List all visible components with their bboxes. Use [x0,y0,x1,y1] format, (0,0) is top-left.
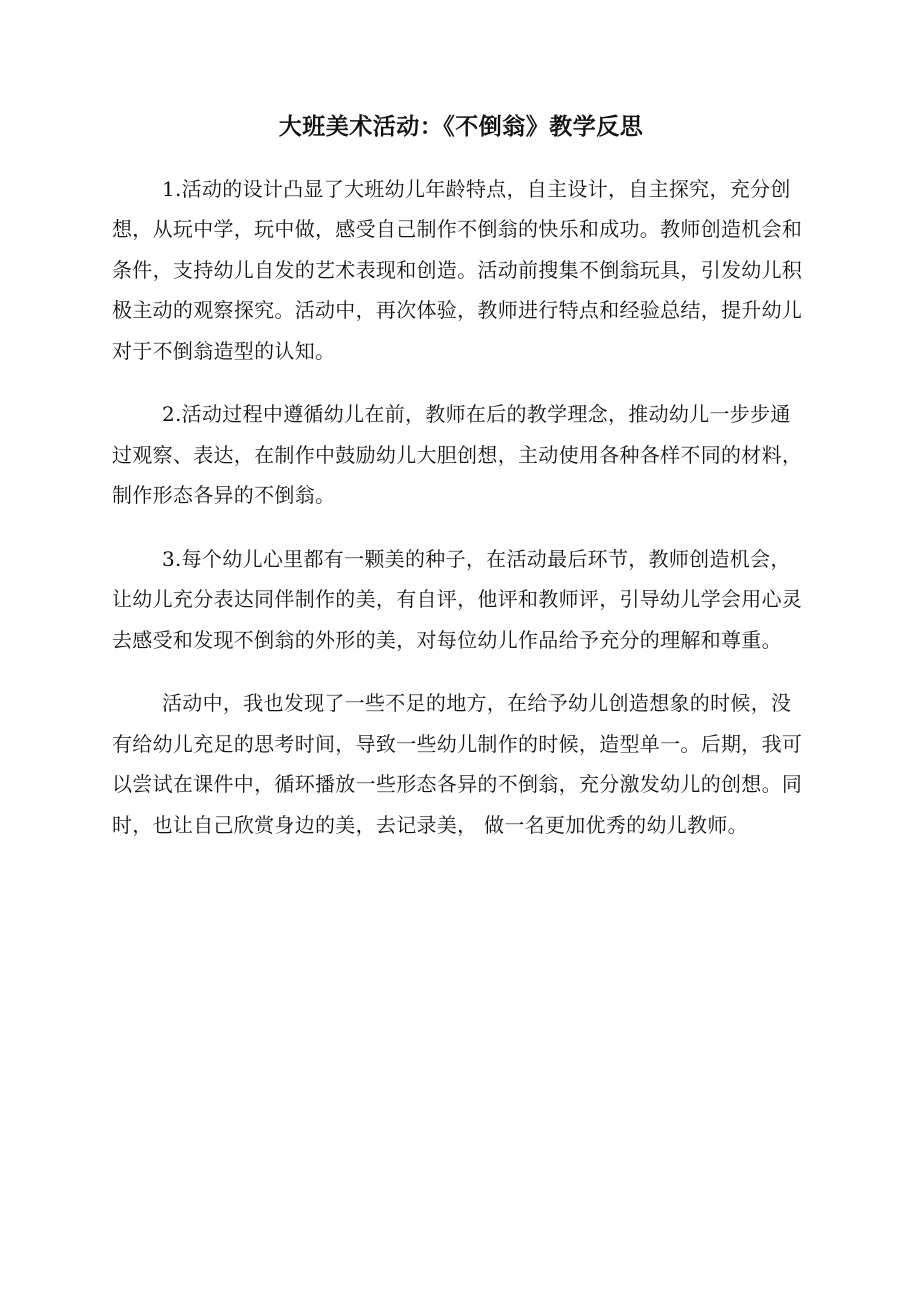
paragraph-4: 活动中，我也发现了一些不足的地方，在给予幼儿创造想象的时候，没有给幼儿充足的思考时间，导致一些幼儿制作的时候，造型单一。后期，我可以尝试在课件中，循环播放一些形态各异的不倒翁，充分激发幼儿的创想。同时，也让自己欣赏身边的美，去记录美， 做一名更加优秀的幼儿教师。 [112,691,803,837]
paragraph-1: 1.活动的设计凸显了大班幼儿年龄特点，自主设计，自主探究，充分创想，从玩中学，玩中做，感受自己制作不倒翁的快乐和成功。教师创造机会和条件，支持幼儿自发的艺术表现和创造。活动前搜集不倒翁玩具，引发幼儿积极主动的观察探究。活动中，再次体验，教师进行特点和经验总结，提升幼儿对于不倒翁造型的认知。 [112,176,803,363]
document-title: 大班美术活动：《不倒翁》教学反思 [278,113,644,140]
paragraph-3: 3.每个幼儿心里都有一颗美的种子，在活动最后环节，教师创造机会，让幼儿充分表达同伴制作的美，有自评，他评和教师评，引导幼儿学会用心灵去感受和发现不倒翁的外形的美，对每位幼儿作品给予充分的理解和尊重。 [112,546,803,652]
paragraph-2: 2.活动过程中遵循幼儿在前，教师在后的教学理念，推动幼儿一步步通过观察、表达，在制作中鼓励幼儿大胆创想，主动使用各种各样不同的材料，制作形态各异的不倒翁。 [112,402,803,508]
